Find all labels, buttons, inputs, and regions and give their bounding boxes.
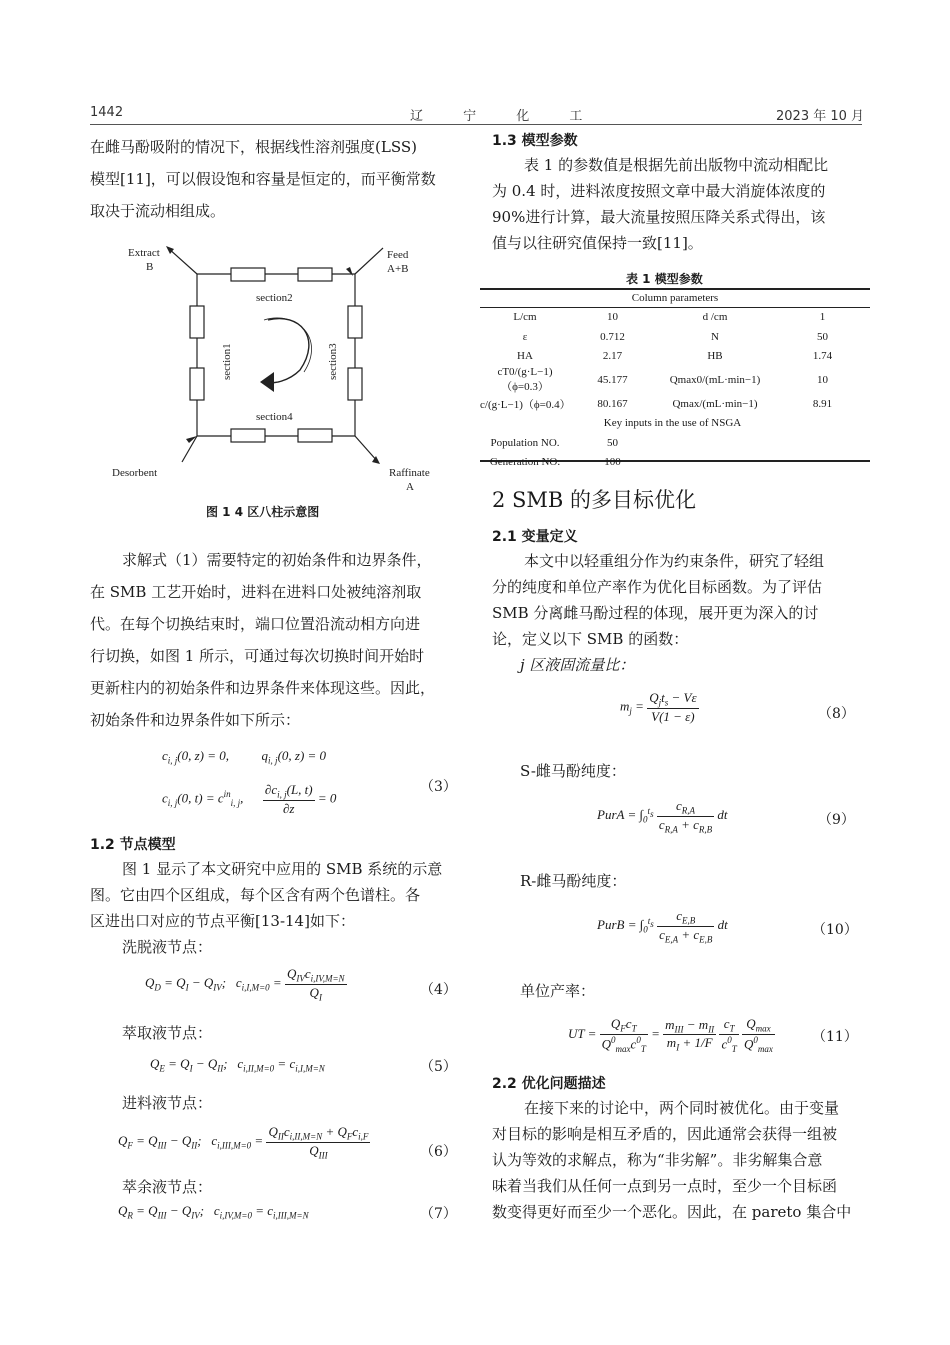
eq11-number: （11）: [812, 1029, 858, 1045]
table-row: [480, 308, 870, 328]
p2-line-4: 行切换，如图 1 所示，可通过每次切换时间开始时: [90, 647, 425, 665]
table-cell: 50: [607, 436, 618, 449]
table-header-column-params: Column parameters: [631, 291, 719, 304]
label-raffinate: Raffinate: [389, 467, 430, 479]
issue-date: 2023 年 10 月: [776, 109, 865, 124]
r-purity-label: R-雌马酚纯度：: [520, 872, 627, 890]
header-rule: [90, 124, 862, 125]
node-feed-label: 进料液节点：: [122, 1094, 213, 1112]
node-extract-label: 萃取液节点：: [122, 1024, 213, 1042]
label-feed: Feed: [387, 249, 409, 261]
equation-7: $Q_R = Q_{III} - Q_{IV}$; $c_{i,IV,M=0} = c_{i,III,M=N}$: [118, 1203, 309, 1221]
column-top-2: [298, 268, 332, 281]
intro-line-1: 在雌马酚吸附的情况下，根据线性溶剂强度(LSS): [90, 138, 417, 156]
eq7-number: （7）: [420, 1206, 457, 1222]
label-section2: section2: [256, 292, 293, 304]
table-cell: cT0/(g·L−1)（ϕ=0.3）: [497, 366, 553, 393]
label-section3: section3: [327, 343, 339, 380]
section-2-heading: 2 SMB 的多目标优化: [492, 488, 697, 512]
label-raffinate-a: A: [406, 481, 414, 493]
p3-line-1: 图 1 显示了本文研究中应用的 SMB 系统的示意: [122, 860, 443, 878]
r-p1-line-4: 值与以往研究值保持一致[11]。: [492, 234, 703, 252]
table-cell: Population NO.: [490, 436, 560, 449]
table-cell: c/(g·L−1)（ϕ=0.4）: [480, 398, 571, 411]
p3-line-3: 区进出口对应的节点平衡[13-14]如下：: [90, 912, 355, 930]
column-bottom-2: [298, 429, 332, 442]
figure-caption: 图 1 4 区八柱示意图: [206, 505, 320, 519]
table-cell: 10: [607, 311, 618, 324]
section-1-3-heading: 1.3 模型参数: [492, 133, 578, 149]
column-right-1: [348, 306, 362, 338]
equation-6: $Q_F = Q_{III} - Q_{II}$; $c_{i,III,M=0}$ = $\frac{Q_{II}c_{i,II,M=N} + Q_Fc_{i,F}}{Q_{III}}$: [118, 1124, 369, 1161]
unit-productivity-label: 单位产率：: [520, 982, 596, 1000]
eq9-number: （9）: [818, 812, 855, 828]
node-eluent-label: 洗脱液节点：: [122, 938, 213, 956]
table-row: [480, 394, 870, 414]
r-p3-line-4: 味着当我们从任何一点到另一点时，至少一个目标函: [492, 1177, 838, 1195]
table-row: [480, 366, 870, 394]
table-cell: 50: [817, 330, 828, 343]
equation-10: PurB = $\int_0^{t_s}$ $\frac{c_{E,B}}{c_{E,A} + c_{E,B}}$ dt: [597, 908, 728, 945]
equation-5: $Q_E = Q_I - Q_{II}$; $c_{i,II,M=0} = c_{i,I,M=N}$: [150, 1056, 325, 1074]
j-label: j 区液固流量比：: [520, 656, 635, 674]
eq3-number: （3）: [420, 779, 457, 795]
table-cell: 45.177: [597, 374, 628, 386]
table-row: [480, 327, 870, 347]
table-cell: 100: [604, 456, 621, 469]
table-row: [480, 433, 870, 453]
p2-line-3: 代。在每个切换结束时，端口位置沿流动相方向进: [90, 615, 421, 633]
r-p3-line-1: 在接下来的讨论中，两个同时被优化。由于变量: [524, 1099, 840, 1117]
model-parameters-table: [480, 288, 870, 472]
table-cell: 1: [819, 311, 826, 324]
label-extract: Extract: [128, 247, 160, 259]
column-top-1: [231, 268, 265, 281]
p2-line-6: 初始条件和边界条件如下所示：: [90, 711, 301, 729]
journal-name: 辽 宁 化 工: [410, 109, 601, 124]
r-p1-line-2: 为 0.4 时，进料浓度按照文章中最大消旋体浓度的: [492, 182, 826, 200]
column-left-2: [190, 368, 204, 400]
table-cell: Qmax0/(mL·min−1): [669, 374, 761, 386]
r-p3-line-5: 数变得更好而至少一个恶化。因此，在 pareto 集合中: [492, 1203, 852, 1221]
p2-line-5: 更新柱内的初始条件和边界条件来体现这些。因此，: [90, 679, 436, 697]
table-row: [480, 453, 870, 473]
table-cell: 10: [817, 374, 828, 386]
table-cell: 8.91: [812, 397, 833, 410]
p2-line-2: 在 SMB 工艺开始时，进料在进料口处被纯溶剂取: [90, 583, 422, 601]
smb-diagram: [100, 240, 460, 500]
equation-9: PurA = $\int_0^{t_s}$ $\frac{c_{R,A}}{c_{R,A} + c_{R,B}}$ dt: [597, 798, 728, 835]
table-cell: HA: [517, 350, 533, 363]
node-raffinate-label: 萃余液节点：: [122, 1178, 213, 1196]
label-desorbent: Desorbent: [112, 467, 158, 479]
table-cell: N: [711, 330, 719, 343]
p3-line-2: 图。它由四个区组成，每个区含有两个色谱柱。各: [90, 886, 421, 904]
table-cell: 0.712: [600, 330, 625, 343]
equation-3a: $c_{i, j}(0$, z) = 0, $q_{i, j}(0$, z) = 0: [162, 748, 327, 766]
r-p1-line-1: 表 1 的参数值是根据先前出版物中流动相配比: [524, 156, 829, 174]
s-purity-label: S-雌马酚纯度：: [520, 762, 626, 780]
r-p3-line-2: 对目标的影响是相互矛盾的，因此通常会获得一组被: [492, 1125, 838, 1143]
p2-line-1: 求解式（1）需要特定的初始条件和边界条件，: [122, 551, 432, 569]
table-cell: d /cm: [702, 311, 728, 324]
eq6-number: （6）: [420, 1144, 457, 1160]
section-1-2-heading: 1.2 节点模型: [90, 837, 176, 853]
table-cell: ε: [522, 330, 528, 343]
r-p2-line-1: 本文中以轻重组分作为约束条件，研究了轻组: [524, 552, 825, 570]
table-cell: Generation NO.: [489, 456, 561, 469]
table-cell: Qmax/(mL·min−1): [672, 397, 758, 410]
eq8-number: （8）: [818, 706, 855, 722]
table-header-nsga: Key inputs in the use of NSGA: [603, 417, 742, 430]
table-row: [480, 414, 870, 434]
table-caption: 表 1 模型参数: [626, 272, 703, 286]
equation-8: $m_j$ = $\frac{Q_jt_s - V\varepsilon}{V(1 - \varepsilon)}$: [620, 690, 697, 724]
label-feed-ab: A+B: [387, 263, 409, 275]
eq10-number: （10）: [812, 922, 858, 938]
table-cell: HB: [707, 350, 723, 363]
table-cell: 1.74: [812, 350, 833, 363]
label-extract-b: B: [146, 261, 154, 273]
label-section4: section4: [256, 411, 293, 423]
equation-4: $Q_D = Q_I - Q_{IV}$; $c_{i,I,M=0}$ = $\frac{Q_{IV}c_{i,IV,M=N}}{Q_I}$: [145, 966, 345, 1003]
r-p3-line-3: 认为等效的求解点，称为“非劣解”。非劣解集合意: [492, 1151, 823, 1169]
column-left-1: [190, 306, 204, 338]
r-p1-line-3: 90%进行计算，最大流量按照压降关系式得出，该: [492, 208, 826, 226]
table-row: [480, 347, 870, 367]
table-row: [480, 288, 870, 308]
section-2-1-heading: 2.1 变量定义: [492, 529, 578, 545]
r-p2-line-4: 论，定义以下 SMB 的函数：: [492, 630, 689, 648]
r-p2-line-2: 分的纯度和单位产率作为优化目标函数。为了评估: [492, 578, 823, 596]
table-cell: 2.17: [602, 350, 623, 363]
page-number: 1442: [90, 105, 124, 120]
column-right-2: [348, 368, 362, 400]
label-section1: section1: [221, 343, 233, 380]
equation-11: UT = $\frac{Q_Fc_T}{Q^0_{max}c^0_T}$ = $\frac{m_{III} - m_{II}}{m_I + 1/F}$ $\frac{c_T}{c^0_T}$ $\frac{Q_{max}}{Q^0_{max}}$: [568, 1016, 773, 1054]
equation-3b: $c_{i, j}(0$, $t) = c^{in}_{i, j}$, $\frac{\partial c_{i, j}(L, t)}{\partial z}$ = 0: [162, 782, 337, 816]
column-bottom-1: [231, 429, 265, 442]
table-cell: L/cm: [513, 311, 537, 324]
intro-line-3: 取决于流动相组成。: [90, 202, 226, 220]
r-p2-line-3: SMB 分离雌马酚过程的体现，展开更为深入的讨: [492, 604, 819, 622]
eq4-number: （4）: [420, 982, 457, 998]
table-cell: 80.167: [597, 397, 628, 410]
intro-line-2: 模型[11]，可以假设饱和容量是恒定的，而平衡常数: [90, 170, 436, 188]
eq5-number: （5）: [420, 1059, 457, 1075]
section-2-2-heading: 2.2 优化问题描述: [492, 1076, 606, 1092]
